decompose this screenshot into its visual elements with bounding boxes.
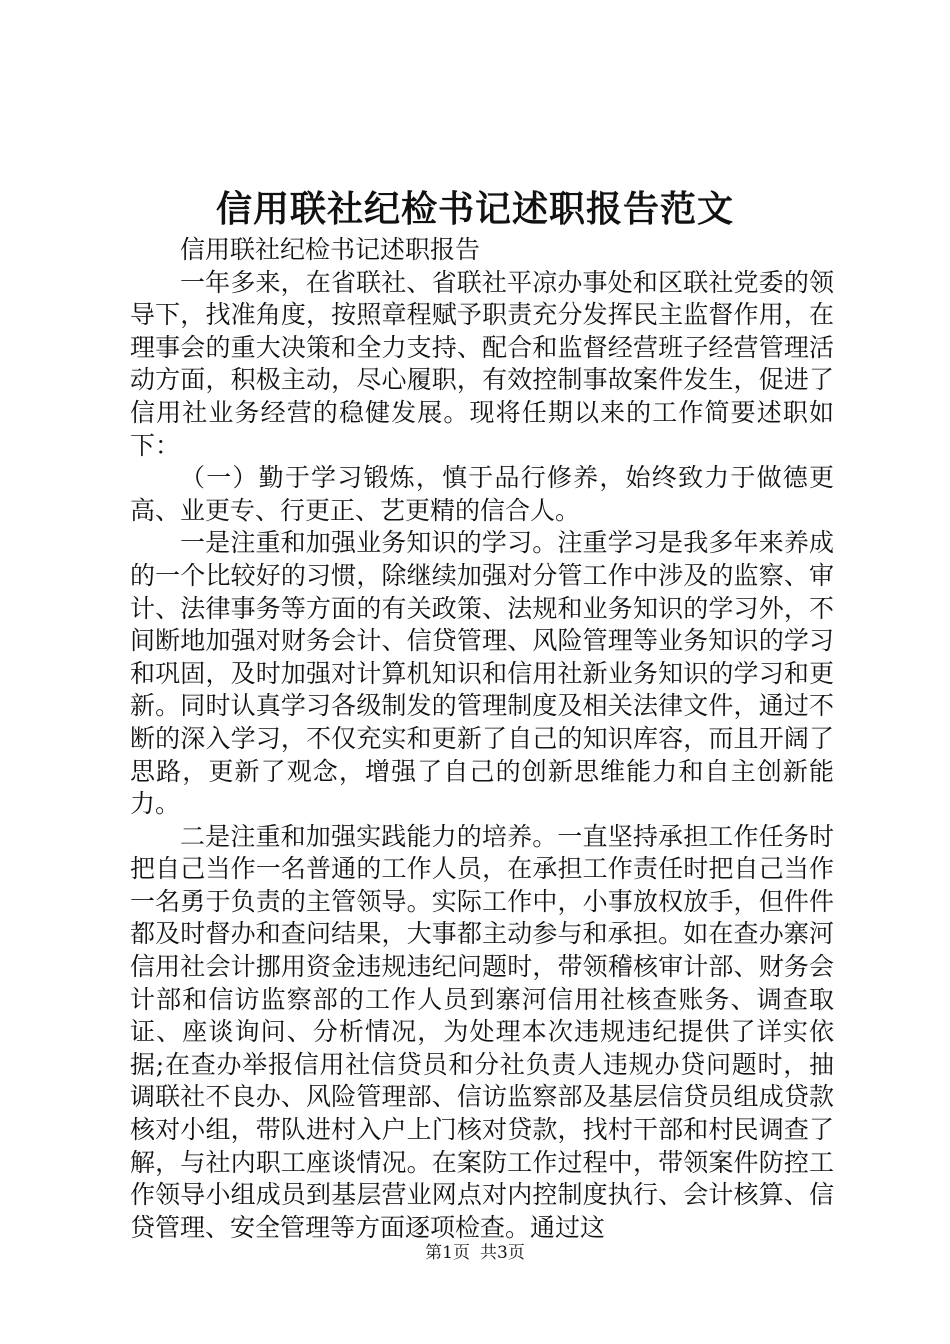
paragraph-point-1: 一是注重和加强业务知识的学习。注重学习是我多年来养成的一个比较好的习惯，除继续加强对分管工作中涉及的监察、审计、法律事务等方面的有关政策、法规和业务知识的学习外，不间断地加强对财务会计、信贷管理、风险管理等业务知识的学习和巩固，及时加强对计算机知识和信用社新业务知识的学习和更新。同时认真学习各级制发的管理制度及相关法律文件，通过不断的深入学习，不仅充实和更新了自己的知识库容，而且开阔了思路，更新了观念，增强了自己的创新思维能力和自主创新能力。: [130, 528, 834, 819]
page-total: 共3页: [480, 1243, 525, 1263]
document-title: 信用联社纪检书记述职报告范文: [215, 188, 734, 230]
page-footer: [0, 1242, 950, 1264]
page-number: 第1页: [425, 1243, 470, 1263]
paragraph-section-1-heading: （一）勤于学习锻炼，慎于品行修养，始终致力于做德更高、业更专、行更正、艺更精的信合人。: [130, 463, 834, 525]
paragraph-point-2: 二是注重和加强实践能力的培养。一直坚持承担工作任务时把自己当作一名普通的工作人员，在承担工作责任时把自己当作一名勇于负责的主管领导。实际工作中，小事放权放手，但件件都及时督办和查问结果，大事都主动参与和承担。如在查办寨河信用社会计挪用资金违规违纪问题时，带领稽核审计部、财务会计部和信访监察部的工作人员到寨河信用社核查账务、调查取证、座谈询问、分析情况，为处理本次违规违纪提供了详实依据;在查办举报信用社信贷员和分社负责人违规办贷问题时，抽调联社不良办、风险管理部、信访监察部及基层信贷员组成贷款核对小组，带队进村入户上门核对贷款，找村干部和村民调查了解，与社内职工座谈情况。在案防工作过程中，带领案件防控工作领导小组成员到基层营业网点对内控制度执行、会计核算、信贷管理、安全管理等方面逐项检查。通过这: [130, 821, 834, 1242]
paragraph-subtitle: 信用联社纪检书记述职报告: [180, 235, 481, 264]
paragraph-intro: 一年多来，在省联社、省联社平凉办事处和区联社党委的领导下，找准角度，按照章程赋予职责充分发挥民主监督作用，在理事会的重大决策和全力支持、配合和监督经营班子经营管理活动方面，积极主动，尽心履职，有效控制事故案件发生，促进了信用社业务经营的稳健发展。现将任期以来的工作简要述职如下：: [130, 267, 834, 460]
document-body: [130, 234, 834, 1244]
